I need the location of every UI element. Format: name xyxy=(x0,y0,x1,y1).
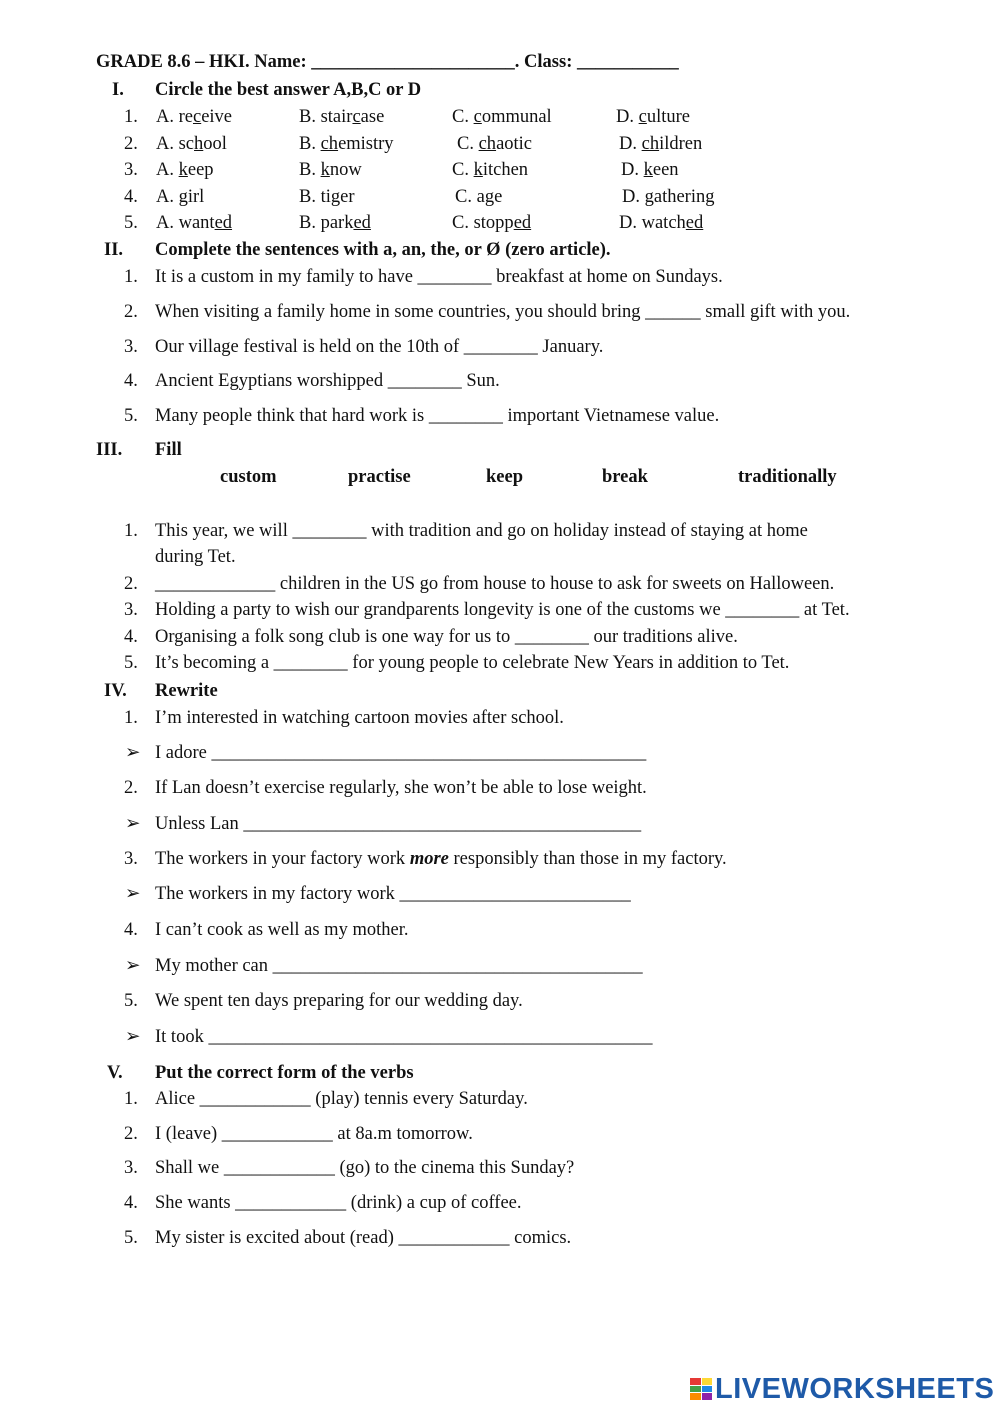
question-text xyxy=(155,707,564,729)
option-text: A. xyxy=(156,160,179,180)
question-text-part: The workers in your factory work xyxy=(155,849,410,869)
section-2-number: II. xyxy=(104,240,124,260)
section-1-title: Circle the best answer A,B,C or D xyxy=(155,80,422,100)
underlined-sound: ch xyxy=(320,134,339,154)
answer-option-c[interactable] xyxy=(452,106,552,128)
question-text-part: I’m interested in watching cartoon movies after school. xyxy=(155,708,564,728)
answer-option-a[interactable] xyxy=(156,106,232,128)
section-3-title: Fill xyxy=(155,440,182,460)
option-text: ildren xyxy=(659,134,703,154)
question-text-part: I can’t cook as well as my mother. xyxy=(155,920,409,940)
question-text: _____________ children in the US go from house to house to ask for sweets on Halloween. xyxy=(155,574,835,594)
word-bank-word: custom xyxy=(220,467,277,487)
question-number: 5. xyxy=(124,1228,138,1248)
option-text: ool xyxy=(203,134,227,154)
option-text: een xyxy=(652,160,679,180)
question-text: She wants ____________ (drink) a cup of coffee. xyxy=(155,1193,522,1213)
option-text: B. ti xyxy=(299,187,331,207)
underlined-sound: ed xyxy=(513,213,532,233)
question-number: 3. xyxy=(124,337,138,357)
answer-option-c[interactable] xyxy=(457,133,532,155)
answer-option-d[interactable] xyxy=(621,159,679,181)
question-text-part: We spent ten days preparing for our wedding day. xyxy=(155,991,523,1011)
underlined-sound: ch xyxy=(478,134,497,154)
question-number: 3. xyxy=(124,160,138,180)
answer-option-c[interactable] xyxy=(455,186,502,208)
option-text: eep xyxy=(187,160,214,180)
question-number: 1. xyxy=(124,521,138,541)
option-text: er xyxy=(340,187,355,207)
underlined-sound: c xyxy=(473,107,482,127)
answer-option-b[interactable] xyxy=(299,133,394,155)
question-number: 4. xyxy=(124,1193,138,1213)
rewrite-answer-line[interactable]: Unless Lan ___________________________________________ xyxy=(155,814,642,834)
option-text: B. park xyxy=(299,213,354,233)
question-number: 4. xyxy=(124,627,138,647)
liveworksheets-logo xyxy=(690,1374,994,1404)
arrow-bullet-icon: ➢ xyxy=(125,956,141,976)
question-text: I (leave) ____________ at 8a.m tomorrow. xyxy=(155,1124,473,1144)
question-number: 5. xyxy=(124,991,138,1011)
answer-option-a[interactable] xyxy=(156,186,204,208)
option-text: irl xyxy=(187,187,205,207)
question-text xyxy=(155,777,647,799)
question-number: 3. xyxy=(124,849,138,869)
option-text: now xyxy=(329,160,362,180)
question-number: 1. xyxy=(124,708,138,728)
section-5-number: V. xyxy=(107,1063,123,1083)
section-2-title: Complete the sentences with a, an, the, or Ø (zero article). xyxy=(155,240,611,260)
option-text: C. a xyxy=(455,187,485,207)
question-text-part: responsibly than those in my factory. xyxy=(448,849,727,869)
answer-option-d[interactable] xyxy=(622,186,715,208)
answer-option-c[interactable] xyxy=(452,212,531,234)
underlined-sound: ch xyxy=(641,134,660,154)
option-text: D. xyxy=(619,134,642,154)
section-1-number: I. xyxy=(112,80,124,100)
arrow-bullet-icon: ➢ xyxy=(125,1027,141,1047)
option-text: D. xyxy=(616,107,639,127)
word-bank-word: practise xyxy=(348,467,411,487)
question-text: during Tet. xyxy=(155,547,236,567)
logo-grid-icon xyxy=(690,1378,712,1400)
answer-option-d[interactable] xyxy=(619,212,703,234)
answer-option-d[interactable] xyxy=(616,106,690,128)
question-number: 4. xyxy=(124,371,138,391)
question-number: 2. xyxy=(124,302,138,322)
option-text: eive xyxy=(201,107,233,127)
underlined-sound: c xyxy=(192,107,202,127)
question-text: When visiting a family home in some countries, you should bring ______ small gift with you. xyxy=(155,302,851,322)
underlined-sound: g xyxy=(178,187,188,207)
underlined-sound: ed xyxy=(685,213,704,233)
option-text: C. xyxy=(457,134,479,154)
answer-option-b[interactable] xyxy=(299,106,384,128)
question-number: 5. xyxy=(124,653,138,673)
question-number: 4. xyxy=(124,920,138,940)
rewrite-answer-line[interactable]: The workers in my factory work _________________________ xyxy=(155,884,631,904)
question-text: Ancient Egyptians worshipped ________ Sun. xyxy=(155,371,500,391)
option-text: B. stair xyxy=(299,107,353,127)
question-number: 5. xyxy=(124,213,138,233)
answer-option-a[interactable] xyxy=(156,159,214,181)
option-text: ulture xyxy=(646,107,690,127)
arrow-bullet-icon: ➢ xyxy=(125,743,141,763)
question-text: Alice ____________ (play) tennis every Saturday. xyxy=(155,1089,528,1109)
underlined-sound: ed xyxy=(353,213,371,233)
option-text: itchen xyxy=(482,160,529,180)
option-text: emistry xyxy=(338,134,394,154)
word-bank-word: traditionally xyxy=(738,467,837,487)
answer-option-c[interactable] xyxy=(452,159,528,181)
emphasized-word: more xyxy=(409,849,449,869)
option-text: e xyxy=(494,187,503,207)
section-4-number: IV. xyxy=(104,681,127,701)
question-text xyxy=(155,990,523,1012)
option-text: A. sc xyxy=(156,134,195,154)
answer-option-b[interactable] xyxy=(299,159,362,181)
section-3-number: III. xyxy=(96,440,123,460)
question-text: Holding a party to wish our grandparents longevity is one of the customs we ________ at Tet. xyxy=(155,600,850,620)
option-text: D. xyxy=(621,160,644,180)
question-number: 1. xyxy=(124,107,138,127)
question-text xyxy=(155,919,408,941)
option-text: A. re xyxy=(156,107,193,127)
question-number: 2. xyxy=(124,574,138,594)
underlined-sound: ed xyxy=(214,213,233,233)
rewrite-answer-line[interactable]: It took ________________________________________________ xyxy=(155,1027,653,1047)
word-bank-word: keep xyxy=(486,467,523,487)
question-number: 1. xyxy=(124,267,138,287)
answer-option-a[interactable] xyxy=(156,133,227,155)
logo-text: LIVEWORKSHEETS xyxy=(715,1372,995,1405)
answer-option-b[interactable] xyxy=(299,186,355,208)
underlined-sound: k xyxy=(320,160,330,180)
section-5-title: Put the correct form of the verbs xyxy=(155,1063,414,1083)
question-text: My sister is excited about (read) ____________ comics. xyxy=(155,1228,572,1248)
option-text: D. watch xyxy=(619,213,686,233)
question-number: 2. xyxy=(124,1124,138,1144)
option-text: C. stopp xyxy=(452,213,514,233)
question-number: 5. xyxy=(124,406,138,426)
question-number: 2. xyxy=(124,134,138,154)
option-text: B. xyxy=(299,160,321,180)
question-text: Shall we ____________ (go) to the cinema this Sunday? xyxy=(155,1158,575,1178)
word-bank-word: break xyxy=(602,467,648,487)
question-text: It is a custom in my family to have ________ breakfast at home on Sundays. xyxy=(155,267,723,287)
underlined-sound: g xyxy=(484,187,495,207)
question-text: Many people think that hard work is ________ important Vietnamese value. xyxy=(155,406,720,426)
underlined-sound: g xyxy=(644,187,654,207)
question-text: This year, we will ________ with tradition and go on holiday instead of staying at home xyxy=(155,521,808,541)
option-text: C. xyxy=(452,107,474,127)
underlined-sound: c xyxy=(352,107,361,127)
answer-option-d[interactable] xyxy=(619,133,702,155)
underlined-sound: k xyxy=(178,160,188,180)
option-text: aotic xyxy=(496,134,533,154)
arrow-bullet-icon: ➢ xyxy=(125,814,141,834)
rewrite-answer-line[interactable]: I adore _______________________________________________ xyxy=(155,743,647,763)
underlined-sound: k xyxy=(643,160,653,180)
arrow-bullet-icon: ➢ xyxy=(125,884,141,904)
option-text: ommunal xyxy=(481,107,552,127)
question-number: 3. xyxy=(124,1158,138,1178)
question-text-part: If Lan doesn’t exercise regularly, she won’t be able to lose weight. xyxy=(155,778,647,798)
rewrite-answer-line[interactable]: My mother can ________________________________________ xyxy=(155,956,643,976)
question-number: 1. xyxy=(124,1089,138,1109)
question-number: 3. xyxy=(124,600,138,620)
option-text: B. xyxy=(299,134,321,154)
answer-option-a[interactable] xyxy=(156,212,232,234)
underlined-sound: g xyxy=(330,187,341,207)
question-number: 2. xyxy=(124,778,138,798)
worksheet-header: GRADE 8.6 – HKI. Name: ______________________. Class: ___________ xyxy=(96,52,679,72)
question-text: Our village festival is held on the 10th of ________ January. xyxy=(155,337,604,357)
option-text: ase xyxy=(360,107,385,127)
question-text xyxy=(155,848,727,870)
section-4-title: Rewrite xyxy=(155,681,218,701)
option-text: A. want xyxy=(156,213,215,233)
underlined-sound: k xyxy=(473,160,483,180)
underlined-sound: c xyxy=(638,107,647,127)
question-number: 4. xyxy=(124,187,138,207)
option-text: C. xyxy=(452,160,474,180)
option-text: A. xyxy=(156,187,179,207)
option-text: D. xyxy=(622,187,645,207)
question-text: It’s becoming a ________ for young people to celebrate New Years in addition to Tet. xyxy=(155,653,790,673)
underlined-sound: h xyxy=(194,134,204,154)
option-text: athering xyxy=(653,187,715,207)
answer-option-b[interactable] xyxy=(299,212,371,234)
question-text: Organising a folk song club is one way for us to ________ our traditions alive. xyxy=(155,627,738,647)
